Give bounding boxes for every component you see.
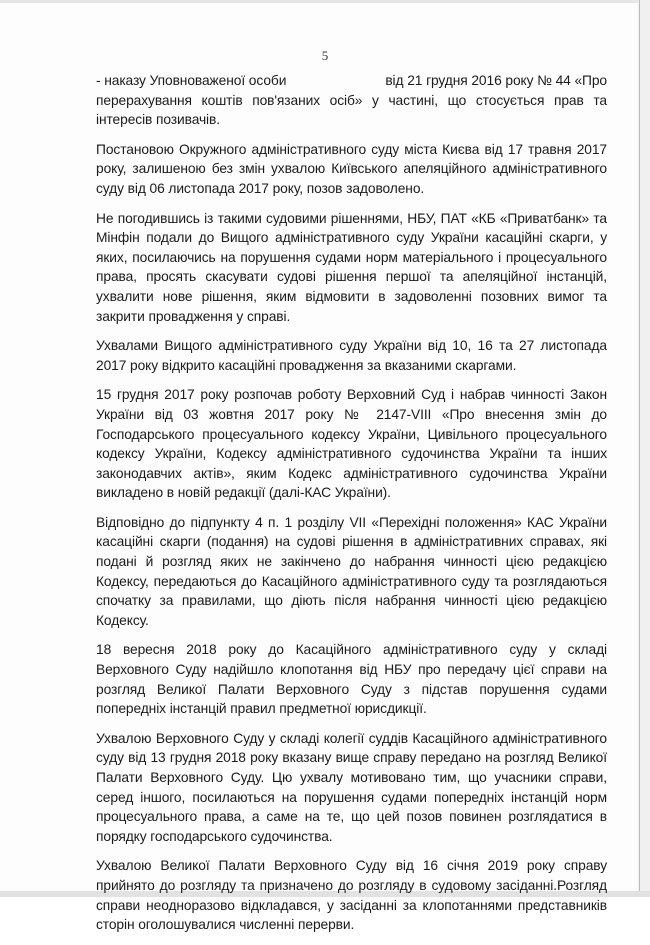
document-body — [96, 71, 607, 945]
paragraph-5: 15 грудня 2017 року розпочав роботу Верховний Суд і набрав чинності Закон України від 03 жовтня 2017 року № 2147-VIII «Про внесення змін до Господарського процесуального кодексу України, Цивільного процесуального кодексу України, Кодексу адміністративного судочинства України та інших законодавчих актів», яким Кодекс адміністративного судочинства України викладено в новій редакції (далі-КАС України). — [96, 387, 607, 501]
scan-right-edge-line — [639, 0, 640, 897]
paragraph-7: 18 вересня 2018 року до Касаційного адміністративного суду у складі Верховного Суду надійшло клопотання від НБУ про передачу цієї справи на розгляд Великої Палати Верховного Суду з підстав порушення судами попередніх інстанцій правил предметної юрисдикції. — [96, 642, 607, 717]
paragraph-6: Відповідно до підпункту 4 п. 1 розділу VII «Перехідні положення» КАС України касаційні скарги (подання) на судові рішення в адміністративних справах, які подані й розгляд яких не закінчено до набрання чинності цією редакцією Кодексу, передаються до Касаційного адміністративного суду та розглядаються спочатку за правилами, що діють після набрання чинності цією редакцією Кодексу. — [96, 514, 607, 628]
paragraph-1-first-line — [96, 71, 607, 91]
page-number: 5 — [321, 48, 329, 63]
paragraph-3: Не погодившись із такими судовими рішеннями, НБУ, ПАТ «КБ «Приватбанк» та Мінфін подали до Вищого адміністративного суду України касаційні скарги, у яких, посилаючись на порушення судами норм матеріального і процесуального права, просять скасувати судові рішення першої та апеляційної інстанцій, ухвалити нове рішення, яким відмовити в задоволенні позовних вимог та закрити провадження у справі. — [96, 210, 607, 324]
paragraph-2: Постановою Окружного адміністративного суду міста Києва від 17 травня 2017 року, залишеною без змін ухвалою Київського апеляційного адміністративного суду від 06 листопада 2017 року, позов задоволено. — [96, 141, 607, 196]
paragraph-1-first-left: - наказу Уповноваженої особи — [96, 73, 287, 88]
paragraph-9: Ухвалою Великої Палати Верховного Суду від 16 січня 2019 року справу прийнято до розгляду та призначено до розгляду в судовому засіданні.Розгляд справи неодноразово відкладався, у засіданні за клопотаннями представників сторін оголошувалися численні перерви. — [96, 858, 607, 933]
paragraph-1 — [96, 71, 607, 130]
scan-top-edge — [0, 0, 650, 3]
paragraph-1-rest: перерахування коштів пов'язаних осіб» у частині, що стосується прав та інтересів позивачів. — [96, 92, 607, 128]
paragraph-1-first-right: від 21 грудня 2016 року № 44 «Про — [385, 73, 607, 88]
paragraph-4: Ухвалами Вищого адміністративного суду України від 10, 16 та 27 листопада 2017 року відкрито касаційні провадження за вказаними скаргами. — [96, 338, 607, 373]
paragraph-8: Ухвалою Верховного Суду у складі колегії суддів Касаційного адміністративного суду від 13 грудня 2018 року вказану вище справу передано на розгляд Великої Палати Верховного Суду. Цю ухвалу мотивовано тим, що учасники справи, серед іншого, посилаються на порушення судами попередніх інстанцій норм процесуального права, а саме на те, що цей позов повинен розглядатися в порядку господарського судочинства. — [96, 730, 607, 844]
